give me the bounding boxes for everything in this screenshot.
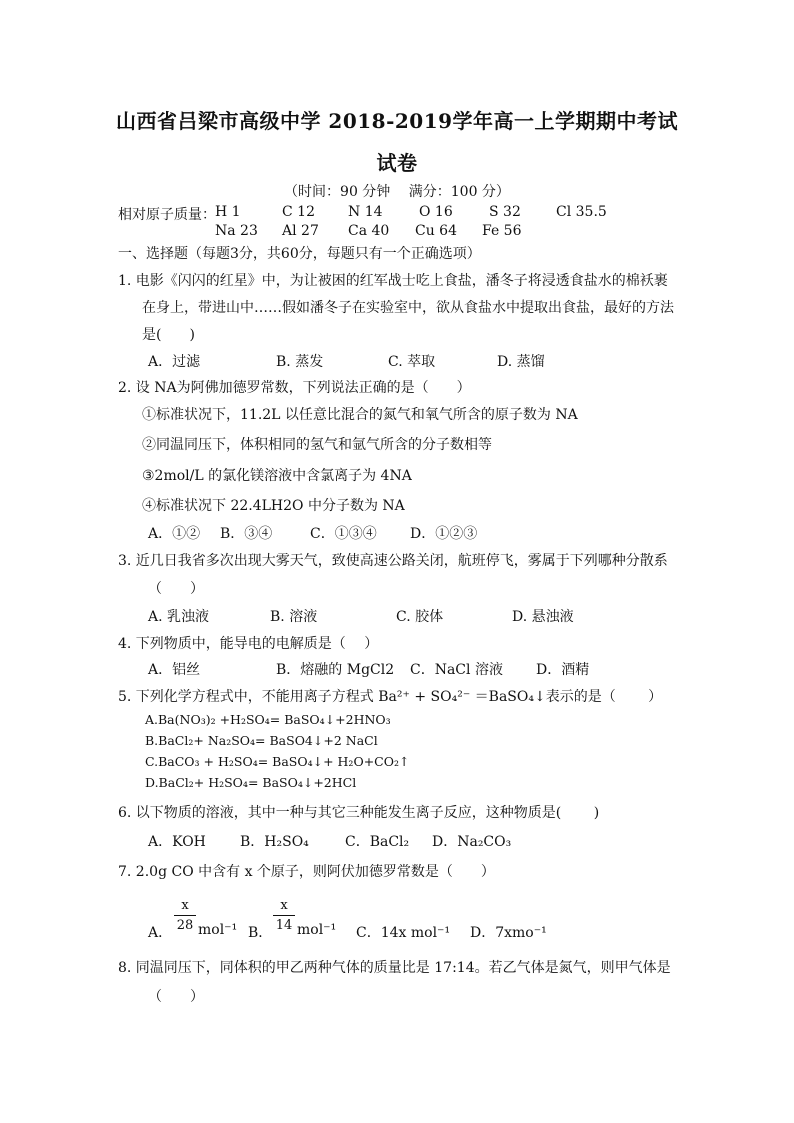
question-3-option-c: C. 胶体 — [396, 609, 444, 625]
question-4-option-a: A．铝丝 — [148, 662, 201, 678]
question-8-line1: 8. 同温同压下，同体积的甲乙两种气体的质量比是 17:14。若乙气体是氮气，则甲气体是 — [118, 960, 671, 976]
question-6-option-b: B．H₂SO₄ — [240, 834, 309, 850]
exam-title-line1: 山西省吕梁市高级中学 2018-2019学年高一上学期期中考试 — [115, 109, 679, 133]
question-2-option-d: D．①②③ — [410, 526, 478, 542]
atomic-mass-s: S 32 — [489, 204, 521, 220]
question-1-option-d: D. 蒸馏 — [497, 354, 545, 370]
question-5-stem: 5. 下列化学方程式中，不能用离子方程式 Ba²⁺ + SO₄²⁻ ＝BaSO₄↓表示的是（ ） — [118, 689, 663, 705]
atomic-mass-h: H 1 — [215, 204, 241, 220]
fraction-bar — [174, 915, 196, 916]
atomic-mass-ca: Ca 40 — [348, 223, 390, 239]
atomic-mass-o: O 16 — [419, 204, 453, 220]
question-3-option-b: B. 溶液 — [270, 609, 318, 625]
question-7-option-c: C．14x mol⁻¹ — [356, 925, 451, 941]
atomic-mass-c: C 12 — [282, 204, 315, 220]
question-6-option-c: C．BaCl₂ — [345, 834, 410, 850]
question-6-stem: 6. 以下物质的溶液，其中一种与其它三种能发生离子反应，这种物质是( ) — [118, 805, 600, 821]
question-4-option-c: C．NaCl 溶液 — [410, 662, 503, 678]
atomic-mass-label: 相对原子质量： — [118, 207, 216, 223]
exam-title-line2: 试卷 — [376, 151, 418, 175]
question-1-line3: 是( ) — [142, 327, 195, 343]
atomic-mass-na: Na 23 — [215, 223, 258, 239]
atomic-mass-cl: Cl 35.5 — [556, 204, 607, 220]
question-5-option-a: A.Ba(NO₃)₂ +H₂SO₄= BaSO₄↓+2HNO₃ — [145, 712, 391, 727]
question-5-option-c: C.BaCO₃ + H₂SO₄= BaSO₄↓+ H₂O+CO₂↑ — [145, 754, 410, 769]
atomic-mass-n: N 14 — [348, 204, 383, 220]
question-1-line2: 在身上，带进山中……假如潘冬子在实验室中，欲从食盐水中提取出食盐，最好的方法 — [142, 300, 674, 316]
fraction-bar — [273, 915, 295, 916]
question-3-line2: （ ） — [148, 581, 204, 597]
question-2-statement-4: ④标准状况下 22.4LH2O 中分子数为 NA — [142, 498, 405, 514]
question-7-option-a-fraction — [174, 898, 196, 933]
question-6-option-d: D．Na₂CO₃ — [432, 834, 512, 850]
question-3-line1: 3. 近几日我省多次出现大雾天气，致使高速公路关闭，航班停飞，雾属于下列哪种分散系 — [118, 553, 668, 569]
question-6-option-a: A．KOH — [148, 834, 206, 850]
question-7-option-b-denominator: 14 — [275, 918, 293, 933]
question-7-option-b-unit: mol⁻¹ — [297, 922, 337, 938]
question-3-option-d: D. 悬浊液 — [512, 609, 574, 625]
question-1-option-a: A．过滤 — [148, 354, 201, 370]
question-8-line2: （ ） — [148, 989, 204, 1005]
question-7-option-b-fraction — [273, 898, 295, 933]
question-2-statement-3: ③2mol/L 的氯化镁溶液中含氯离子为 4NA — [142, 468, 412, 484]
question-7-stem: 7. 2.0g CO 中含有 x 个原子，则阿伏加德罗常数是（ ） — [118, 864, 495, 880]
time-info: （时间：90 分钟 满分：100 分） — [284, 184, 510, 200]
section-heading: 一、选择题（每题3分，共60分，每题只有一个正确选项） — [118, 246, 481, 262]
question-5-option-b: B.BaCl₂+ Na₂SO₄= BaSO4↓+2 NaCl — [145, 733, 378, 748]
question-7-option-b-numerator: x — [280, 898, 288, 913]
question-3-option-a: A. 乳浊液 — [148, 609, 210, 625]
question-1-option-b: B. 蒸发 — [276, 354, 324, 370]
atomic-mass-cu: Cu 64 — [415, 223, 457, 239]
question-7-option-a-unit: mol⁻¹ — [198, 922, 238, 938]
question-2-option-c: C．①③④ — [310, 526, 377, 542]
atomic-mass-fe: Fe 56 — [482, 223, 522, 239]
question-2-statement-1: ①标准状况下，11.2L 以任意比混合的氮气和氧气所含的原子数为 NA — [142, 407, 578, 423]
question-1-option-c: C. 萃取 — [388, 354, 436, 370]
question-7-option-b-label: B． — [248, 925, 273, 941]
question-7-option-a-label: A． — [148, 925, 173, 941]
question-5-option-d: D.BaCl₂+ H₂SO₄= BaSO₄↓+2HCl — [145, 775, 357, 790]
question-7-option-a-denominator: 28 — [176, 918, 194, 933]
atomic-mass-al: Al 27 — [282, 223, 319, 239]
question-4-option-b: B．熔融的 MgCl2 — [276, 662, 395, 678]
question-2-option-b: B．③④ — [220, 526, 273, 542]
question-4-stem: 4. 下列物质中，能导电的电解质是（ ） — [118, 636, 379, 652]
question-4-option-d: D．酒精 — [536, 662, 590, 678]
question-7-option-d: D．7xmo⁻¹ — [470, 925, 547, 941]
question-2-stem: 2. 设 NA为阿佛加德罗常数，下列说法正确的是（ ） — [118, 380, 471, 396]
question-2-option-a: A．①② — [148, 526, 201, 542]
question-7-option-a-numerator: x — [181, 898, 189, 913]
question-2-statement-2: ②同温同压下，体积相同的氢气和氩气所含的分子数相等 — [142, 437, 492, 453]
question-1-line1: 1. 电影《闪闪的红星》中，为让被困的红军战士吃上食盐，潘冬子将浸透食盐水的棉袄裹 — [118, 273, 668, 289]
